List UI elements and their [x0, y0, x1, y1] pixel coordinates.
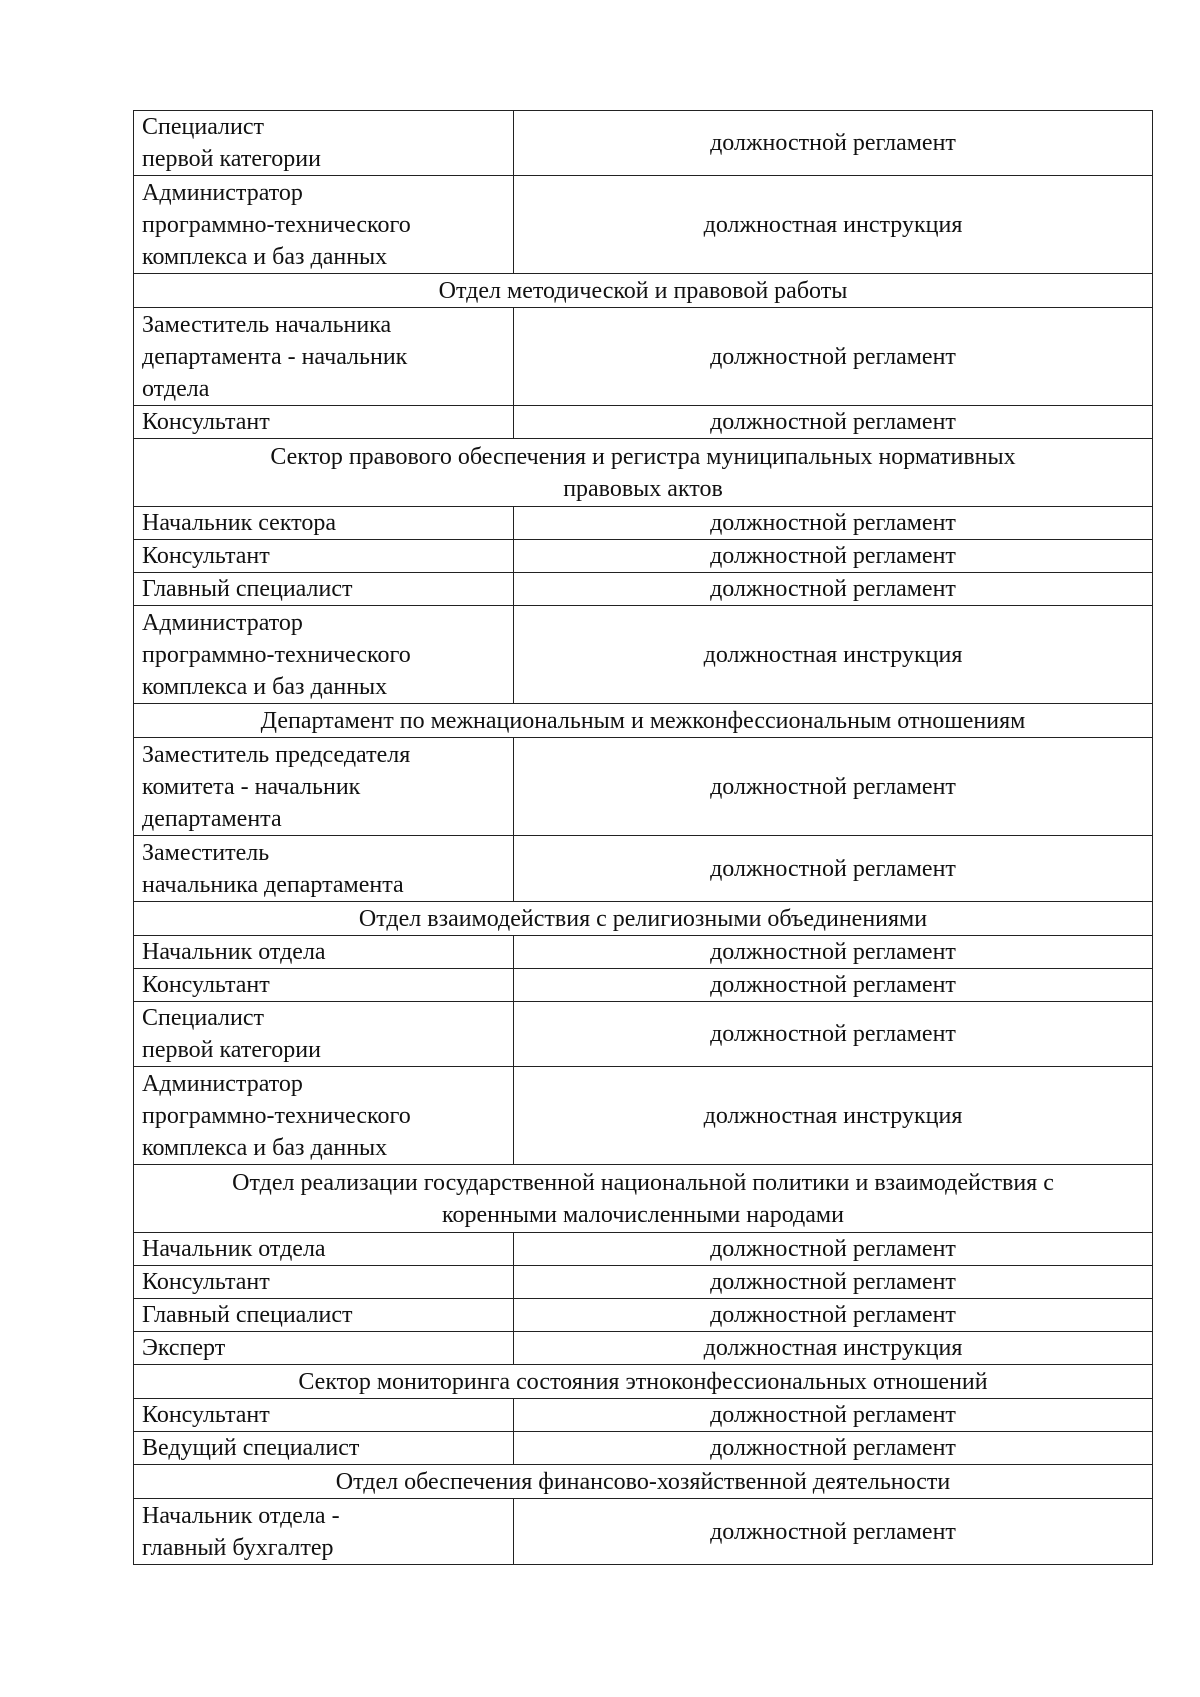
position-title-line: Начальник сектора [142, 510, 336, 536]
table-row [134, 1399, 1153, 1432]
section-header-row [134, 1165, 1153, 1233]
position-title-line: программно-технического [142, 211, 411, 238]
position-cell [134, 1399, 514, 1432]
position-cell [134, 969, 514, 1002]
position-cell [134, 1332, 514, 1365]
table-row [134, 1233, 1153, 1266]
table-row [134, 176, 1153, 274]
table-row [134, 1332, 1153, 1365]
document-type-cell: должностная инструкция [514, 176, 1153, 274]
position-title-line: Консультант [142, 1402, 270, 1428]
position-cell [134, 507, 514, 540]
table-row [134, 540, 1153, 573]
document-type-cell: должностной регламент [514, 1266, 1153, 1299]
position-title-line: Специалист [142, 1005, 265, 1031]
document-type-cell: должностной регламент [514, 540, 1153, 573]
document-type-cell: должностной регламент [514, 1299, 1153, 1332]
position-cell [134, 606, 514, 704]
position-title-line: Администратор [142, 609, 303, 636]
position-title-line: Специалист [142, 114, 265, 140]
position-cell [134, 406, 514, 439]
position-title-line: комплекса и баз данных [142, 243, 388, 270]
position-cell [134, 1233, 514, 1266]
document-type-cell: должностной регламент [514, 738, 1153, 836]
position-title-line: Главный специалист [142, 576, 353, 602]
position-cell [134, 540, 514, 573]
position-title-line: Начальник отдела - [142, 1502, 340, 1529]
position-title-line: Консультант [142, 409, 270, 435]
position-cell [134, 1499, 514, 1565]
position-title-line: департамента [142, 805, 282, 832]
section-title-line: Департамент по межнациональным и межконфессиональным отношениям [260, 707, 1026, 734]
document-type-cell: должностной регламент [514, 573, 1153, 606]
position-title-line: комплекса и баз данных [142, 1134, 388, 1161]
document-type-cell: должностной регламент [514, 406, 1153, 439]
position-cell [134, 1299, 514, 1332]
document-type-cell: должностной регламент [514, 111, 1153, 176]
section-title [134, 1465, 1153, 1499]
section-header-row [134, 902, 1153, 936]
document-type-cell: должностная инструкция [514, 606, 1153, 704]
position-title-line: департамента - начальник [142, 343, 408, 370]
positions-table [133, 110, 1153, 1565]
table-row [134, 936, 1153, 969]
document-type-cell: должностная инструкция [514, 1067, 1153, 1165]
position-title-line: Консультант [142, 1269, 270, 1295]
position-title-line: Эксперт [142, 1335, 226, 1361]
position-title-line: первой категории [142, 146, 321, 172]
position-title-line: Заместитель начальника [142, 311, 392, 338]
position-cell [134, 738, 514, 836]
document-type-cell: должностной регламент [514, 1002, 1153, 1067]
position-cell [134, 1067, 514, 1165]
position-cell [134, 936, 514, 969]
table-row [134, 308, 1153, 406]
table-row [134, 111, 1153, 176]
position-title-line: Администратор [142, 179, 303, 206]
table-row [134, 969, 1153, 1002]
document-type-cell: должностной регламент [514, 1399, 1153, 1432]
table-row [134, 836, 1153, 902]
position-cell [134, 111, 514, 176]
position-title-line: Заместитель председателя [142, 741, 411, 768]
position-title-line: главный бухгалтер [142, 1534, 334, 1561]
section-header-row [134, 439, 1153, 507]
section-title-line: коренными малочисленными народами [442, 1201, 844, 1228]
position-title-line: Консультант [142, 972, 270, 998]
section-title [134, 1165, 1153, 1233]
position-title-line: начальника департамента [142, 871, 404, 898]
section-header-row [134, 704, 1153, 738]
table-row [134, 573, 1153, 606]
position-cell [134, 308, 514, 406]
position-title-line: Начальник отдела [142, 939, 326, 965]
section-title-line: Отдел реализации государственной национальной политики и взаимодействия с [232, 1169, 1054, 1196]
section-title-line: Отдел методической и правовой работы [438, 277, 848, 304]
table-row [134, 1299, 1153, 1332]
position-title-line: Консультант [142, 543, 270, 569]
section-title [134, 902, 1153, 936]
table-row [134, 606, 1153, 704]
document-type-cell: должностной регламент [514, 1432, 1153, 1465]
position-title-line: Администратор [142, 1070, 303, 1097]
section-header-row [134, 1365, 1153, 1399]
section-title [134, 274, 1153, 308]
table-row [134, 1499, 1153, 1565]
document-type-cell: должностной регламент [514, 308, 1153, 406]
position-title-line: отдела [142, 375, 210, 402]
table-row [134, 1266, 1153, 1299]
position-cell [134, 836, 514, 902]
position-title-line: Начальник отдела [142, 1236, 326, 1262]
document-type-cell: должностной регламент [514, 969, 1153, 1002]
document-type-cell: должностной регламент [514, 507, 1153, 540]
position-title-line: первой категории [142, 1037, 321, 1063]
position-title-line: программно-технического [142, 1102, 411, 1129]
table-row [134, 1002, 1153, 1067]
table-row [134, 1067, 1153, 1165]
document-type-cell: должностной регламент [514, 936, 1153, 969]
position-title-line: Заместитель [142, 839, 270, 866]
position-cell [134, 573, 514, 606]
position-cell [134, 1432, 514, 1465]
table-row [134, 1432, 1153, 1465]
table-row [134, 406, 1153, 439]
position-title-line: комитета - начальник [142, 773, 361, 800]
section-title-line: Сектор правового обеспечения и регистра муниципальных нормативных [270, 443, 1016, 470]
section-header-row [134, 274, 1153, 308]
section-title-line: Отдел обеспечения финансово-хозяйственной деятельности [335, 1468, 951, 1495]
document-type-cell: должностной регламент [514, 1233, 1153, 1266]
document-type-cell: должностной регламент [514, 1499, 1153, 1565]
document-type-cell: должностной регламент [514, 836, 1153, 902]
section-title-line: правовых актов [563, 475, 723, 502]
section-title [134, 1365, 1153, 1399]
section-title [134, 704, 1153, 738]
section-title-line: Отдел взаимодействия с религиозными объединениями [358, 905, 928, 932]
positions-table-body [134, 111, 1153, 1565]
section-title-line: Сектор мониторинга состояния этноконфессиональных отношений [298, 1368, 988, 1395]
table-row [134, 507, 1153, 540]
position-title-line: Ведущий специалист [142, 1435, 360, 1461]
position-title-line: комплекса и баз данных [142, 673, 388, 700]
document-type-cell: должностная инструкция [514, 1332, 1153, 1365]
position-cell [134, 176, 514, 274]
section-title [134, 439, 1153, 507]
table-row [134, 738, 1153, 836]
position-title-line: программно-технического [142, 641, 411, 668]
position-cell [134, 1266, 514, 1299]
position-cell [134, 1002, 514, 1067]
section-header-row [134, 1465, 1153, 1499]
position-title-line: Главный специалист [142, 1302, 353, 1328]
